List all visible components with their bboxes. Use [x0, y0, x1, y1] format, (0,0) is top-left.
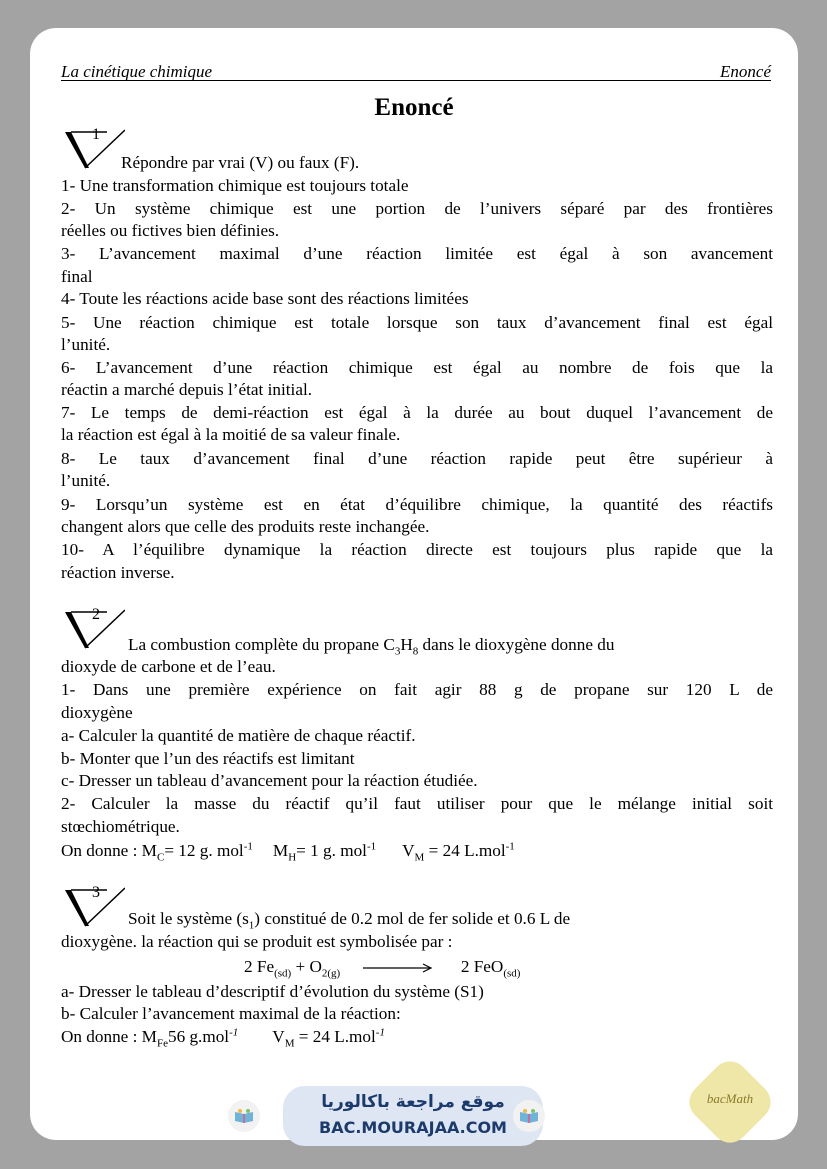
- ex2-line: c- Dresser un tableau d’avancement pour la réaction étudiée.: [61, 771, 478, 790]
- ex3-reaction-equation: 2 $Fe_{(sd)} + O_{2(g)}$ 2 FeO$_{(sd)}$: [244, 957, 521, 980]
- ex1-line: réaction inverse.: [61, 563, 175, 582]
- header-section: Enoncé: [720, 62, 771, 81]
- header-rule: [61, 80, 771, 81]
- exercise-3-marker-icon: [63, 886, 125, 928]
- ex1-line: 6- L’avancement d’une réaction chimique est égal au nombre de fois que la: [61, 358, 773, 377]
- ex3-line: dioxygène. la réaction qui se produit est symbolisée par :: [61, 932, 453, 951]
- ex1-line: 7- Le temps de demi-réaction est égal à la durée au bout duquel l’avancement de: [61, 403, 773, 422]
- book-logo-left-icon: [228, 1100, 260, 1132]
- exercise-2-marker-icon: [63, 608, 125, 650]
- ex3-line: a- Dresser le tableau d’descriptif d’évolution du système (S1): [61, 982, 484, 1001]
- exercise-2-number: 2: [92, 606, 100, 623]
- ex3-line: b- Calculer l’avancement maximal de la réaction:: [61, 1004, 401, 1023]
- ex2-line: a- Calculer la quantité de matière de chaque réactif.: [61, 726, 416, 745]
- exercise-2-intro: La combustion complète du propane $C_3H_8$ dans le dioxygène donne du: [128, 635, 615, 658]
- exercise-3-number: 3: [92, 884, 100, 901]
- ex1-line: 1- Une transformation chimique est toujours totale: [61, 176, 409, 195]
- exercise-3-intro: Soit le système $(s_1)$ constitué de 0.2 mol de fer solide et 0.6 L de: [128, 909, 571, 932]
- ex2-line: b- Monter que l’un des réactifs est limitant: [61, 749, 355, 768]
- reaction-arrow-icon: [363, 963, 435, 973]
- header-subject: La cinétique chimique: [61, 62, 213, 81]
- ex1-line: 5- Une réaction chimique est totale lorsque son taux d’avancement final est égal: [61, 313, 773, 332]
- ex1-line: réelles ou fictives bien définies.: [61, 221, 280, 240]
- ex1-line: 8- Le taux d’avancement final d’une réaction rapide peut être supérieur à: [61, 449, 773, 468]
- ex2-line: 1- Dans une première expérience on fait agir 88 g de propane sur 120 L de: [61, 680, 773, 699]
- ex1-line: l’unité.: [61, 471, 111, 490]
- ex1-line: changent alors que celle des produits reste inchangée.: [61, 517, 430, 536]
- ex1-line: 4- Toute les réactions acide base sont des réactions limitées: [61, 289, 469, 308]
- ex2-line: stœchiométrique.: [61, 817, 180, 836]
- site-banner-link[interactable]: [283, 1086, 543, 1146]
- site-name-arabic: موقع مراجعة باكالوريا: [321, 1092, 505, 1112]
- bacmath-badge-text: bacMath: [706, 1091, 754, 1106]
- exercise-1-intro: Répondre par vrai (V) ou faux (F).: [121, 153, 360, 172]
- ex1-line: la réaction est égal à la moitié de sa valeur finale.: [61, 425, 401, 444]
- book-logo-right-icon: [513, 1100, 545, 1132]
- ex1-line: 9- Lorsqu’un système est en état d’équilibre chimique, la quantité des réactifs: [61, 495, 773, 514]
- ex2-line: 2- Calculer la masse du réactif qu’il faut utiliser pour que le mélange initial soit: [61, 794, 773, 813]
- ex1-line: 3- L’avancement maximal d’une réaction limitée est égal à son avancement: [61, 244, 773, 263]
- ex2-line: dioxygène: [61, 703, 133, 722]
- ex2-line: dioxyde de carbone et de l’eau.: [61, 657, 276, 676]
- document-page: [30, 28, 798, 1140]
- ex1-line: 10- A l’équilibre dynamique la réaction directe est toujours plus rapide que la: [61, 540, 773, 559]
- ex3-given-data: On donne : $M_{Fe}56$ g.mol$^{-1}$ $V_M = 24$ L.mol$^{-1}$: [61, 1026, 385, 1050]
- ex1-line: réactin a marché depuis l’état initial.: [61, 380, 313, 399]
- ex2-given-data: On donne : $M_C= 12$ g. mol$^{-1}$ $M_H= 1$ g. mol$^{-1}$ $V_M = 24$ L.mol$^{-1}$: [61, 840, 515, 864]
- ex1-line: l’unité.: [61, 335, 111, 354]
- site-url: BAC.MOURAJAA.COM: [319, 1118, 507, 1137]
- page-title: Enoncé: [374, 94, 454, 121]
- exercise-1-number: 1: [92, 126, 100, 143]
- exercise-1-marker-icon: [63, 128, 125, 170]
- ex1-line: final: [61, 267, 93, 286]
- ex1-line: 2- Un système chimique est une portion de l’univers séparé par des frontières: [61, 199, 773, 218]
